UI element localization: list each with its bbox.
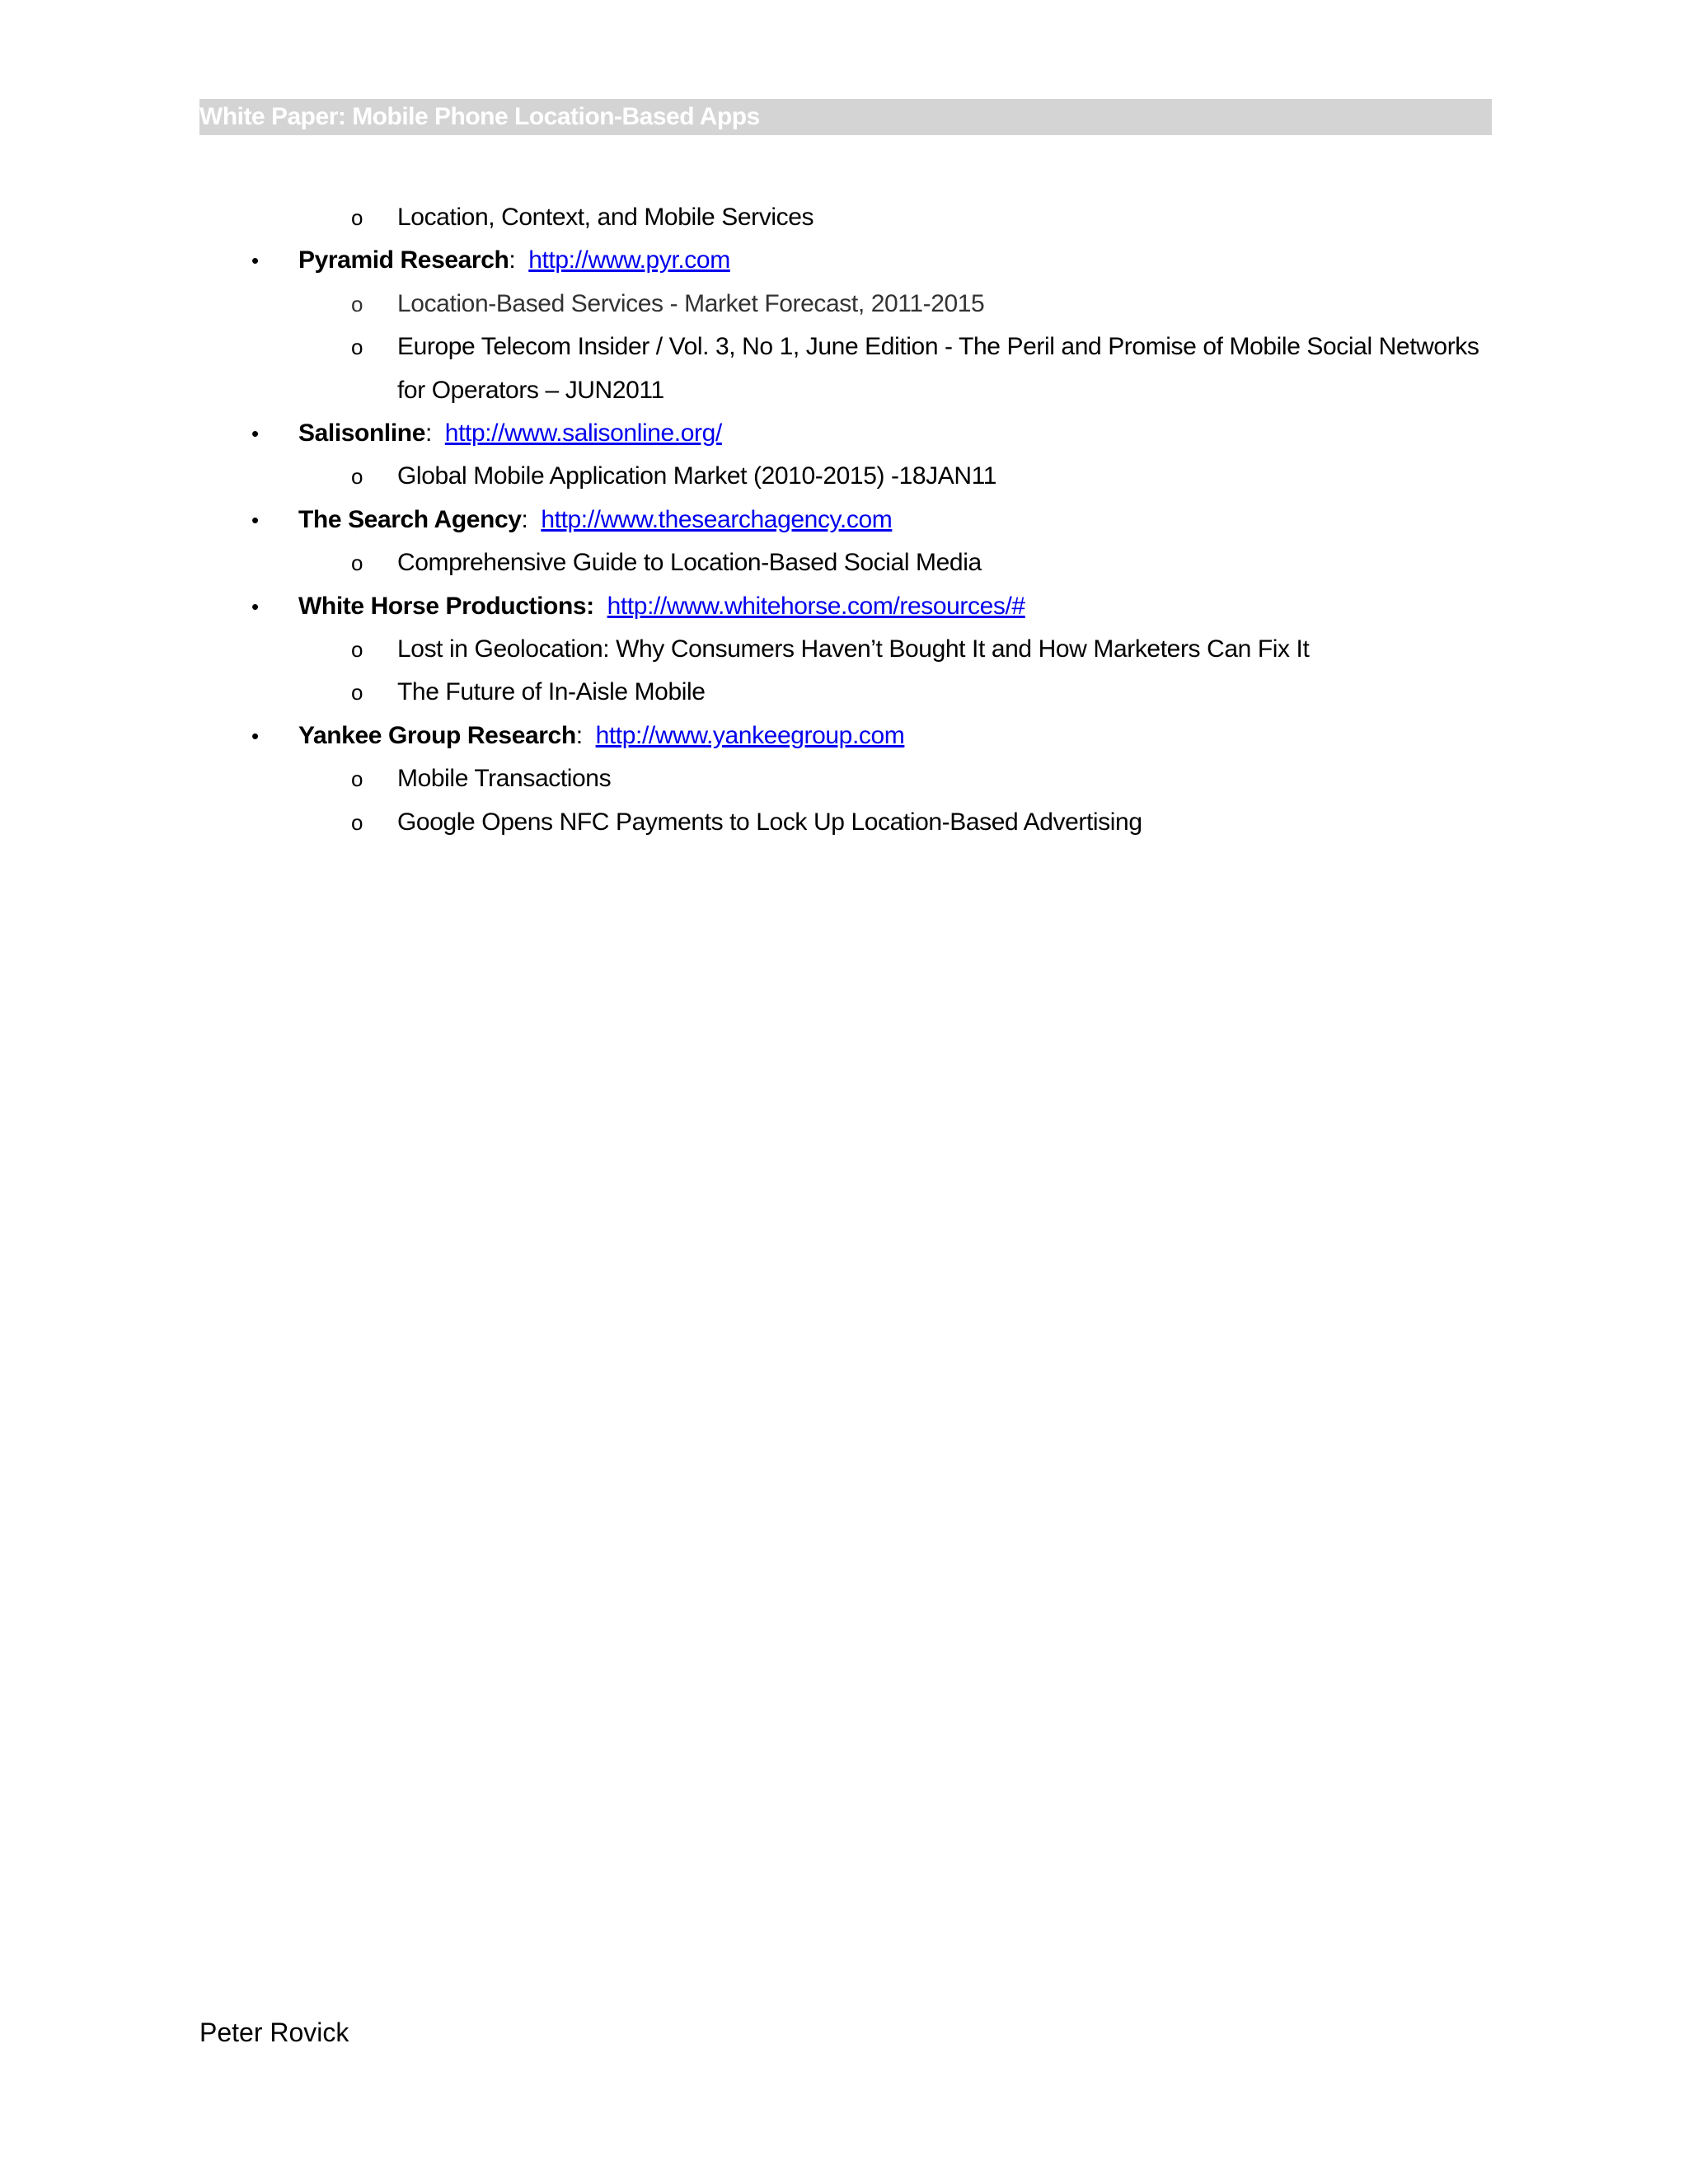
bullet-icon: •	[251, 421, 259, 447]
sub-bullet-icon: o	[351, 637, 363, 663]
separator: :	[521, 505, 528, 533]
sub-bullet-icon: o	[351, 291, 363, 316]
source-link[interactable]: http://www.whitehorse.com/resources/#	[607, 592, 1025, 620]
bullet-icon: •	[251, 723, 259, 748]
item-text: Lost in Geolocation: Why Consumers Haven’t Bought It and How Marketers Can Fix It	[397, 635, 1310, 663]
source-name: Salisonline	[298, 419, 425, 448]
separator: :	[424, 419, 432, 448]
item-text: Comprehensive Guide to Location-Based Social Media	[397, 549, 982, 577]
item-text: The Future of In-Aisle Mobile	[397, 678, 706, 706]
source-yankee	[199, 715, 1518, 757]
sub-bullet-icon: o	[351, 551, 363, 576]
source-salisonline	[199, 412, 1518, 455]
footer-author: Peter Rovick	[199, 2018, 349, 2047]
sources-list	[199, 196, 1518, 844]
sub-bullet-icon: o	[351, 335, 363, 360]
source-name: The Search Agency	[298, 505, 522, 533]
source-name: Pyramid Research	[298, 246, 509, 274]
source-link[interactable]: http://www.yankeegroup.com	[595, 721, 905, 749]
list-item	[199, 671, 1518, 714]
item-text: Europe Telecom Insider / Vol. 3, No 1, June Edition - The Peril and Promise of Mobile Social Networks for Operators – JUN2011	[397, 333, 1479, 404]
item-text: Location-Based Services - Market Forecast, 2011-2015	[397, 289, 985, 317]
source-search-agency	[199, 499, 1518, 541]
item-text: Location, Context, and Mobile Services	[397, 204, 814, 231]
bullet-icon: •	[251, 248, 259, 274]
separator: :	[509, 246, 516, 274]
item-text: Global Mobile Application Market (2010-2015) -18JAN11	[397, 462, 996, 490]
sub-bullet-icon: o	[351, 809, 363, 835]
list-item	[199, 196, 1518, 239]
bullet-icon: •	[251, 593, 259, 619]
source-white-horse	[199, 585, 1518, 628]
page-footer	[199, 2018, 349, 2048]
sub-bullet-icon: o	[351, 680, 363, 705]
item-text: Mobile Transactions	[397, 765, 612, 793]
source-name: Yankee Group Research	[298, 721, 576, 749]
header-title: White Paper: Mobile Phone Location-Based Apps	[199, 103, 760, 130]
separator: :	[575, 721, 583, 749]
page-header	[199, 99, 1492, 135]
list-item	[199, 455, 1518, 498]
sub-bullet-icon: o	[351, 766, 363, 792]
list-item	[199, 757, 1518, 800]
sub-bullet-icon: o	[351, 205, 363, 230]
list-item	[199, 801, 1518, 844]
source-name: White Horse Productions:	[298, 592, 594, 620]
item-text: Google Opens NFC Payments to Lock Up Location-Based Advertising	[397, 808, 1142, 836]
list-item	[199, 541, 1518, 584]
list-item	[199, 628, 1518, 671]
source-link[interactable]: http://www.pyr.com	[528, 246, 730, 274]
list-item	[199, 326, 1502, 412]
bullet-icon: •	[251, 507, 259, 532]
sub-bullet-icon: o	[351, 464, 363, 490]
source-link[interactable]: http://www.salisonline.org/	[444, 419, 722, 448]
source-link[interactable]: http://www.thesearchagency.com	[541, 505, 893, 533]
source-pyramid	[199, 239, 1518, 282]
list-item	[199, 283, 1518, 326]
